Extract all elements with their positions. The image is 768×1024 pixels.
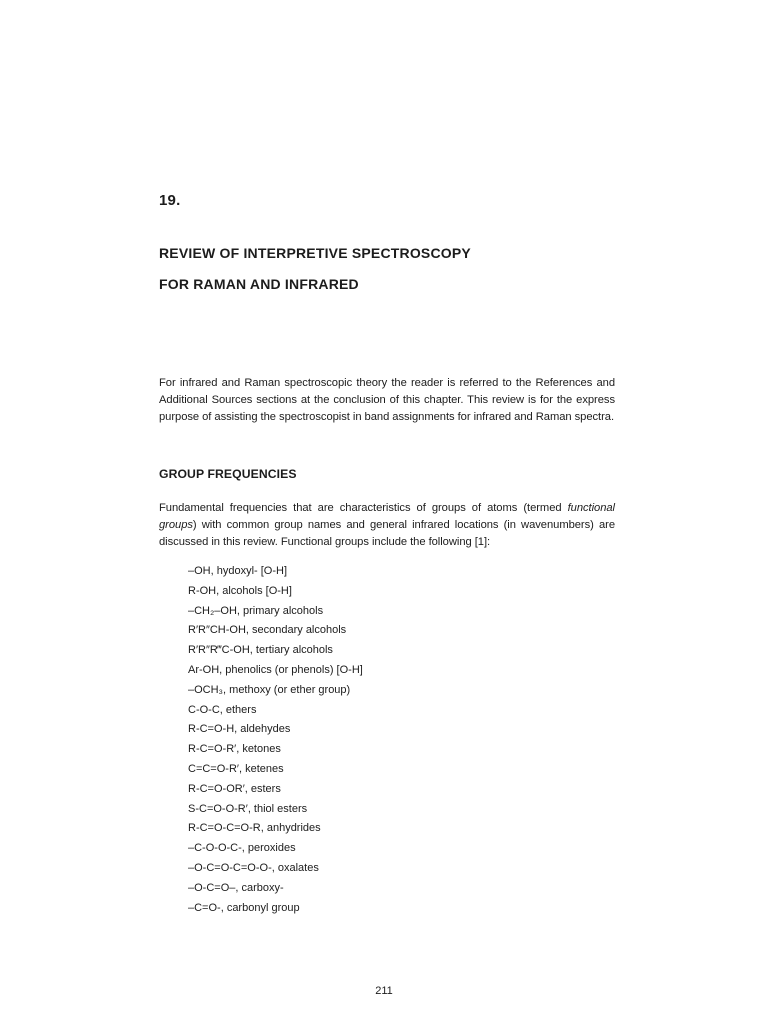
functional-group-item: –OH, hydoxyl- [O-H] xyxy=(188,565,288,577)
chapter-title-line-1: REVIEW OF INTERPRETIVE SPECTROSCOPY xyxy=(159,245,471,261)
functional-group-item: –O-C=O-C=O-O-, oxalates xyxy=(188,861,319,874)
functional-group-item: –O-C=O–, carboxy- xyxy=(188,881,284,894)
section-paragraph-text-end: ) with common group names and general infrared locations (in wavenumbers) are discussed in this review. Functional groups include the following [1]: xyxy=(159,519,615,548)
functional-group-item: R-OH, alcohols [O-H] xyxy=(188,584,292,597)
functional-groups-term: functional groups xyxy=(159,502,615,531)
functional-group-item: C=C=O-R′, ketenes xyxy=(188,762,284,775)
functional-group-item: C-O-C, ethers xyxy=(188,703,257,716)
functional-group-item: S-C=O-O-R′, thiol esters xyxy=(188,802,308,815)
functional-group-item: R-C=O-C=O-R, anhydrides xyxy=(188,822,321,835)
functional-group-item: R′R″R‴C-OH, tertiary alcohols xyxy=(188,644,333,657)
section-paragraph-text-start: Fundamental frequencies that are characteristics of groups of atoms (termed xyxy=(159,502,568,514)
functional-group-item: –C=O-, carbonyl group xyxy=(188,901,300,914)
section-paragraph xyxy=(159,500,615,551)
functional-group-list xyxy=(188,562,363,918)
functional-group-item: R-C=O-R′, ketones xyxy=(188,743,281,756)
section-heading: GROUP FREQUENCIES xyxy=(159,467,297,481)
functional-group-item: R-C=O-H, aldehydes xyxy=(188,723,291,736)
chapter-title-line-2: FOR RAMAN AND INFRARED xyxy=(159,276,359,292)
intro-paragraph: For infrared and Raman spectroscopic theory the reader is referred to the References and Additional Sources sections at the conclusion of this chapter. This review is for the express purpose of assisting the spectroscopist in band assignments for infrared and Raman spectra. xyxy=(159,377,615,423)
page-number: 211 xyxy=(375,985,393,997)
chapter-title xyxy=(159,238,471,300)
functional-group-item: –CH₂–OH, primary alcohols xyxy=(188,604,324,617)
functional-group-item: R′R″CH-OH, secondary alcohols xyxy=(188,624,347,637)
functional-group-item: Ar-OH, phenolics (or phenols) [O-H] xyxy=(188,663,363,676)
chapter-number: 19. xyxy=(159,192,181,209)
functional-group-item: –OCH₃, methoxy (or ether group) xyxy=(188,683,351,696)
functional-group-item: –C-O-O-C-, peroxides xyxy=(188,842,296,855)
functional-group-item: R-C=O-OR′, esters xyxy=(188,782,281,795)
